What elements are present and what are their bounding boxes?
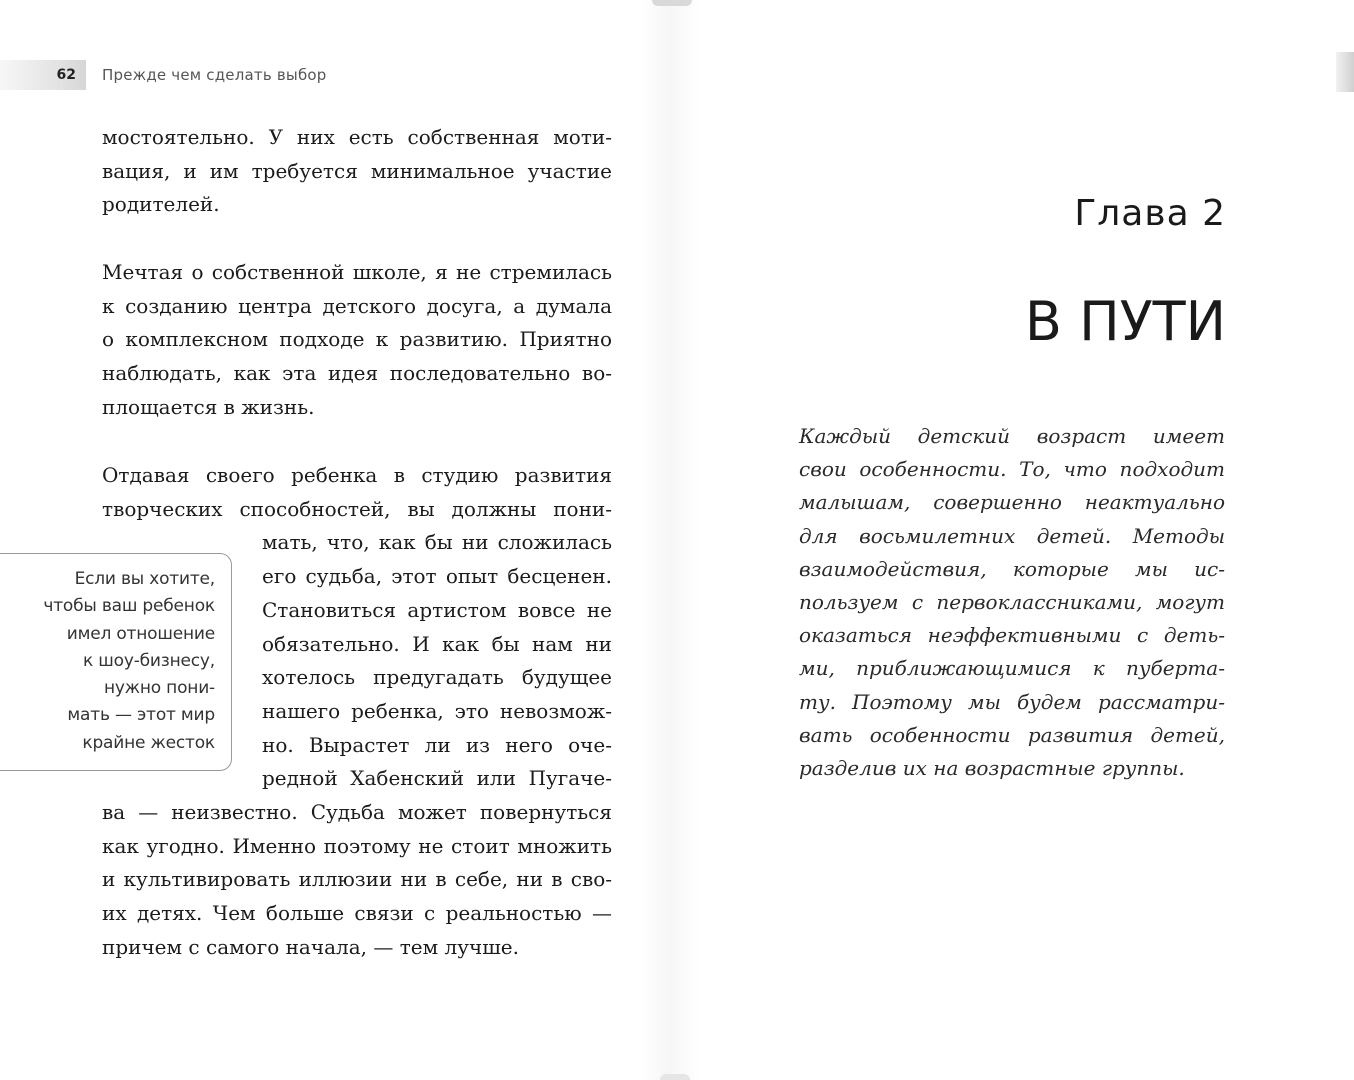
chapter-epigraph <box>799 420 1225 785</box>
epigraph-line: малышам, совершенно неактуально <box>799 490 1225 515</box>
pull-quote-text <box>43 566 215 757</box>
epigraph-line: для восьмилетних детей. Методы <box>799 523 1225 548</box>
text-line: о комплексном подходе к развитию. Приятно <box>102 327 612 352</box>
epigraph-line: оказаться неэффективными с деть- <box>799 623 1225 648</box>
chapter-title: В ПУТИ <box>1024 290 1226 353</box>
pull-quote-box <box>0 553 232 771</box>
text-line: родителей. <box>102 192 220 217</box>
text-line: хотелось предугадать будущее <box>262 665 612 690</box>
page-number: 62 <box>0 60 86 90</box>
text-line: наблюдать, как эта идея последовательно во- <box>102 361 612 386</box>
text-line: ва — неизвестно. Судьба может повернуться <box>102 800 612 825</box>
text-line: их детях. Чем больше связи с реальностью — <box>102 901 612 926</box>
epigraph-line: ми, приближающимися к пуберта- <box>799 656 1225 681</box>
text-line: редной Хабенский или Пугаче- <box>262 766 612 791</box>
pull-quote-line: к шоу-бизнесу, <box>83 650 215 671</box>
running-title: Прежде чем сделать выбор <box>102 66 327 84</box>
text-line: Отдавая своего ребенка в студию развития <box>102 463 612 487</box>
top-binding-mark <box>652 0 692 6</box>
epigraph-line: вать особенности развития детей, <box>799 722 1225 747</box>
pull-quote-line: нужно пони- <box>103 678 215 699</box>
text-line: как угодно. Именно поэтому не стоит множить <box>102 833 612 858</box>
chapter-label: Глава 2 <box>1074 193 1226 234</box>
right-page-edge <box>1336 52 1354 92</box>
pull-quote-line: чтобы ваш ребенок <box>43 596 215 617</box>
text-line: мостоятельно. У них есть собственная моти- <box>102 125 612 149</box>
epigraph-line: ту. Поэтому мы будем рассматри- <box>799 689 1225 714</box>
text-line: к созданию центра детского досуга, а думала <box>102 293 612 318</box>
text-line: и культивировать иллюзии ни в себе, ни в сво- <box>102 867 612 892</box>
text-line: нашего ребенка, это невозмож- <box>262 698 612 723</box>
epigraph-line: свои особенности. То, что подходит <box>799 457 1225 482</box>
text-line: творческих способностей, вы должны пони- <box>102 496 612 521</box>
epigraph-line: разделив их на возрастные группы. <box>799 756 1185 781</box>
text-line: площается в жизнь. <box>102 394 315 419</box>
text-line: Мечтая о собственной школе, я не стремилась <box>102 260 612 284</box>
text-line: вация, и им требуется минимальное участие <box>102 158 612 183</box>
text-line: но. Вырастет ли из него оче- <box>262 732 612 757</box>
running-head <box>0 60 330 90</box>
book-gutter <box>640 0 700 1080</box>
pull-quote-line: мать — этот мир <box>67 705 215 726</box>
text-line: его судьба, этот опыт бесценен. <box>262 564 612 589</box>
epigraph-line: Каждый детский возраст имеет <box>799 424 1225 448</box>
epigraph-line: пользуем с первоклассниками, могут <box>799 590 1225 615</box>
pull-quote-line: имел отношение <box>66 623 215 644</box>
text-line: мать, что, как бы ни сложилась <box>262 530 612 555</box>
text-line: Становиться артистом вовсе не <box>262 597 612 622</box>
pull-quote-line: крайне жесток <box>82 732 215 753</box>
text-line: обязательно. И как бы нам ни <box>262 631 612 656</box>
paragraph-1 <box>102 121 612 222</box>
epigraph-line: взаимодействия, которые мы ис- <box>799 556 1225 581</box>
paragraph-2 <box>102 256 612 425</box>
bottom-binding-mark <box>660 1074 690 1080</box>
pull-quote-line: Если вы хотите, <box>74 569 215 589</box>
text-line: причем с самого начала, — тем лучше. <box>102 934 519 959</box>
